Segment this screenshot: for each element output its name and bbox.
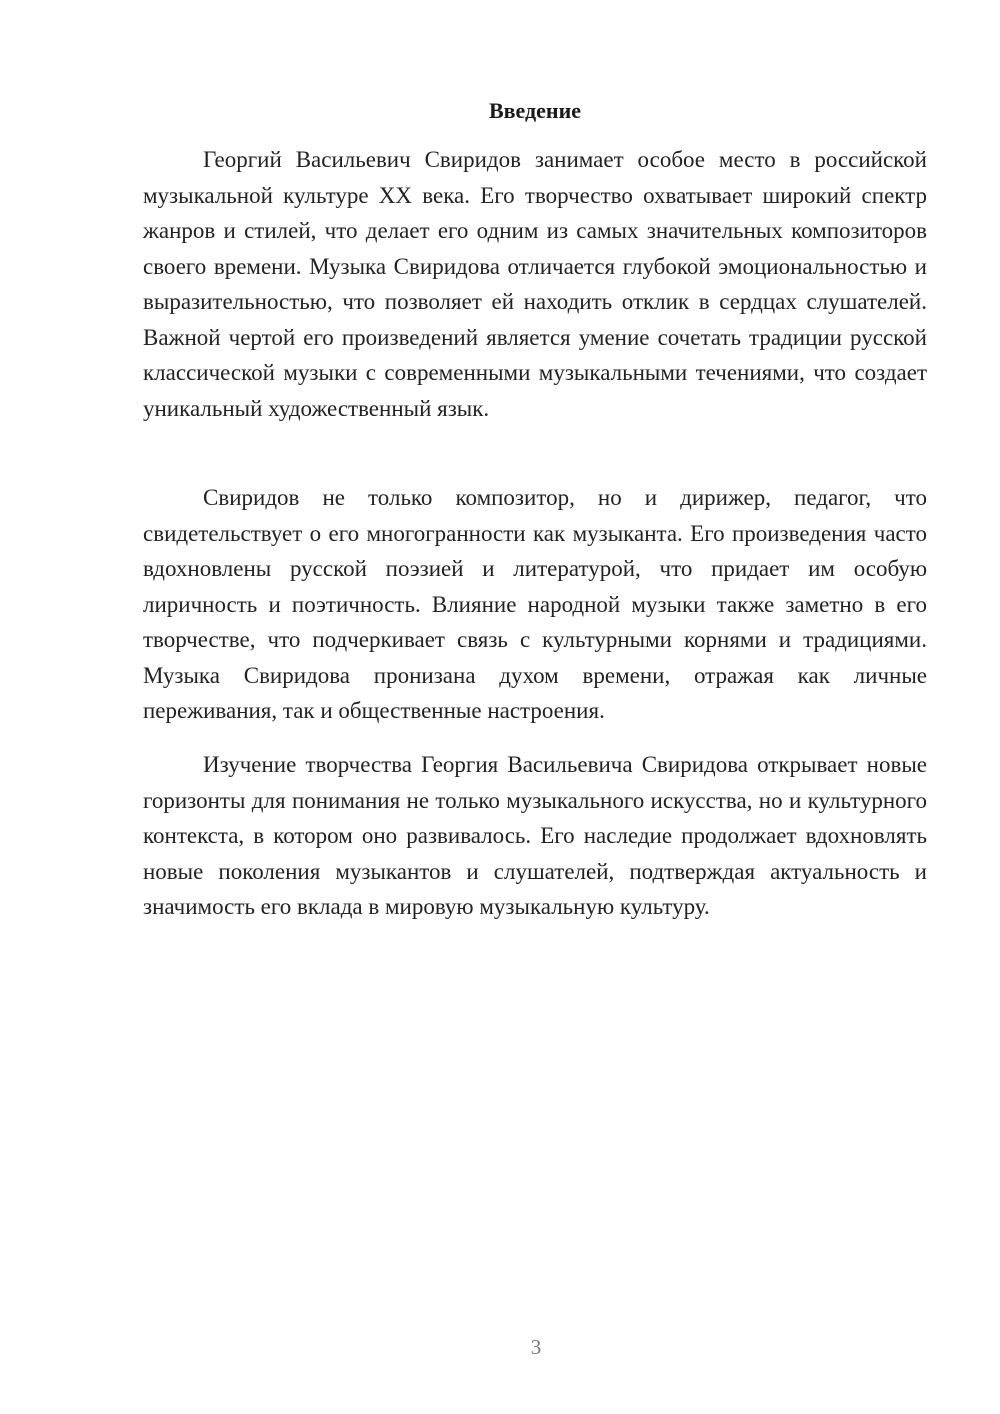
section-heading: Введение — [488, 98, 582, 123]
paragraph-text: Изучение творчества Георгия Васильевича Свиридова открывает новые горизонты для понимания не только музыкального искусства, но и культурного контекста, в котором оно развивалось. Его наследие продолжает вдохновлять новые поколения музыкантов и слушателей, подтверждая актуальность и значимость его вклада в мировую музыкальную культуру. — [143, 752, 927, 919]
paragraph-3 — [143, 747, 927, 925]
paragraph-text: Георгий Васильевич Свиридов занимает особое место в российской музыкальной культуре XX века. Его творчество охватывает широкий спектр жанров и стилей, что делает его одним из самых значительных композиторов своего времени. Музыка Свиридова отличается глубокой эмоциональностью и выразительностью, что позволяет ей находить отклик в сердцах слушателей. Важной чертой его произведений является умение сочетать традиции русской классической музыки с современными музыкальными течениями, что создает уникальный художественный язык. — [143, 147, 927, 421]
paragraph-1 — [143, 142, 927, 426]
paragraph-text: Свиридов не только композитор, но и дирижер, педагог, что свидетельствует о его многогранности как музыканта. Его произведения часто вдохновлены русской поэзией и литературой, что придает им особую лиричность и поэтичность. Влияние народной музыки также заметно в его творчестве, что подчеркивает связь с культурными корнями и традициями. Музыка Свиридова пронизана духом времени, отражая как личные переживания, так и общественные настроения. — [143, 485, 927, 723]
paragraph-2 — [143, 480, 927, 729]
page-number: 3 — [530, 1335, 542, 1359]
